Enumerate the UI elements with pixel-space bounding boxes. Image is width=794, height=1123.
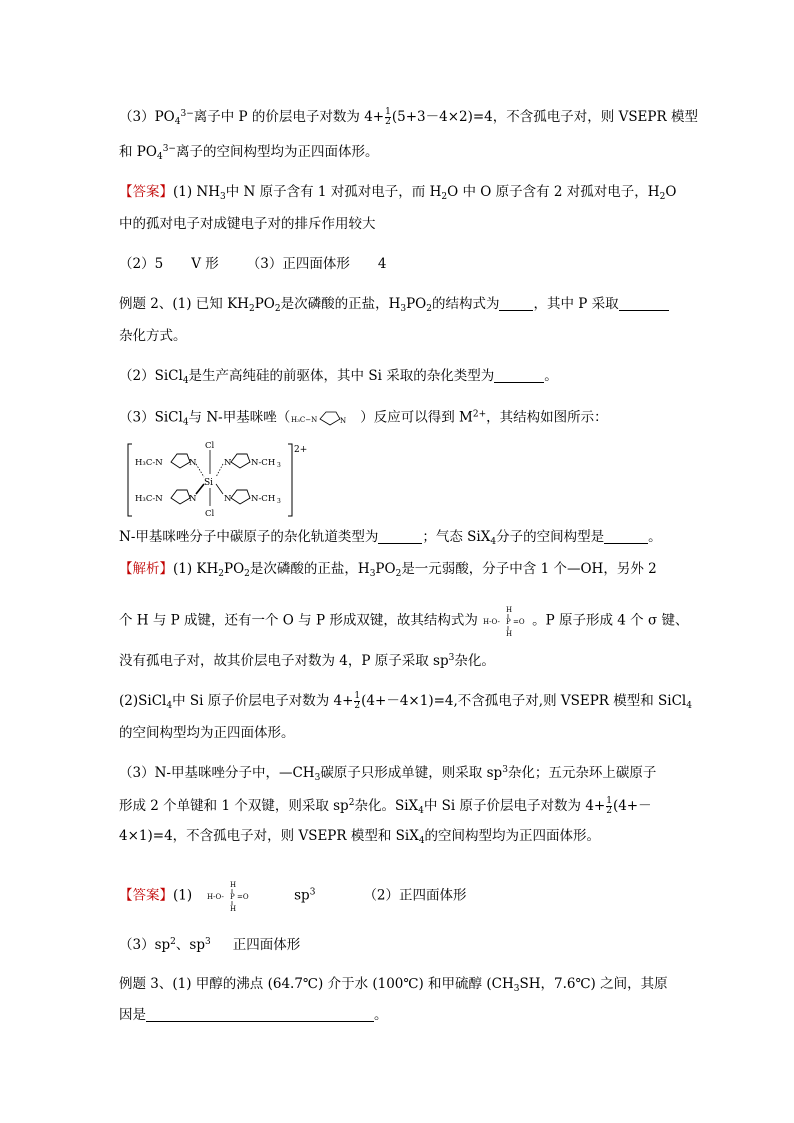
text-run: PO [406, 296, 427, 312]
text-line [119, 327, 187, 345]
subscript: 3 [220, 192, 226, 202]
chloride-label-bottom: Cl [205, 509, 215, 519]
text-run: ，其中 P 采取 [533, 296, 619, 312]
subscript: 3 [400, 304, 407, 314]
text-run: （2）5 [119, 256, 164, 272]
answer-blank [378, 529, 422, 544]
subscript: 2 [244, 569, 250, 579]
subscript: 3 [513, 984, 520, 994]
text-run: 碳原子只形成单键，则采取 sp [320, 765, 503, 781]
text-run: 例题 2、(1) 已知 KH [119, 296, 249, 312]
supscript: 3 [309, 887, 316, 898]
text-run: ）反应可以得到 M [360, 409, 473, 426]
text-run: (1) KH [173, 561, 219, 577]
svg-text:H: H [506, 606, 513, 614]
text-run: （2）正四面体形 [363, 887, 467, 904]
svg-text:N: N [224, 494, 232, 504]
text-run: 杂化。SiX [354, 798, 419, 814]
text-run: 4 [377, 256, 387, 272]
subscript: 2 [659, 192, 666, 202]
subscript: 2 [248, 304, 255, 314]
text-run: sp [294, 887, 310, 904]
svg-text:H-O-: H-O- [207, 893, 224, 901]
chloride-label-top: Cl [205, 441, 215, 451]
imidazole-ring-top-left [135, 454, 197, 468]
svg-text:N: N [224, 458, 232, 468]
text-run: 中 N 原子含有 1 对孤对电子，而 H [225, 184, 442, 200]
text-run: 没有孤电子对，故其价层电子对数为 4，P 原子采取 sp [119, 653, 449, 669]
subscript: 4 [174, 117, 181, 127]
svg-text:N: N [340, 417, 347, 425]
subscript: 2 [441, 192, 448, 202]
supscript: 3− [180, 109, 194, 119]
text-run: 、sp [175, 937, 205, 953]
text-run: 例题 3、(1) 甲醇的沸点 (64.7℃) 介于水 (100℃) 和甲硫醇 (CH [119, 976, 514, 992]
text-run: 中 Si 原子价层电子对数为 4+ [172, 693, 354, 709]
ligand-structure [290, 408, 360, 428]
subscript: 3 [314, 773, 321, 783]
text-line [119, 797, 652, 816]
ligand-label: H₃C-N [135, 494, 163, 504]
text-run: ；气态 SiX [422, 529, 491, 545]
text-run: 中 Si 原子价层电子对数为 4+ [423, 798, 606, 814]
fraction: $\frac{1}{2}$ [385, 107, 391, 127]
answer-blank [604, 529, 648, 544]
silicon-label: Si [204, 478, 214, 488]
supscript: 3 [448, 653, 455, 663]
text-run: 的空间构型均为正四面体形。 [424, 828, 601, 844]
text-line [119, 764, 656, 782]
text-line [119, 652, 495, 670]
text-run: O [665, 184, 677, 200]
subscript: 4 [418, 806, 424, 816]
text-run: V 形 [191, 256, 219, 272]
text-run: 因是 [119, 1007, 146, 1023]
text-run: (2)SiCl [119, 693, 167, 709]
svg-text:P: P [230, 893, 235, 901]
subscript: 2 [274, 304, 281, 314]
fraction: $\frac{1}{2}$ [354, 691, 361, 711]
svg-text:H: H [506, 630, 513, 638]
svg-text:3: 3 [277, 462, 281, 469]
text-line [119, 880, 467, 912]
text-line [119, 183, 676, 201]
structure-formula [206, 880, 256, 912]
text-run: 离子的空间构型均为正四面体形。 [175, 144, 379, 160]
text-run: 中的孤对电子对成键电子对的排斥作用较大 [119, 216, 376, 232]
text-line [119, 108, 698, 127]
text-line [119, 560, 657, 578]
svg-text:P: P [506, 618, 511, 626]
text-run: 的结构式为 [431, 296, 500, 312]
text-run: N-甲基咪唑分子中碳原子的杂化轨道类型为 [119, 529, 379, 545]
text-run: 是次磷酸的正盐，H [249, 561, 370, 577]
imidazole-ring-top-right [224, 454, 281, 469]
fraction: $\frac{1}{2}$ [606, 796, 612, 816]
svg-text:H: H [230, 905, 237, 913]
text-line [119, 724, 295, 742]
text-line [119, 827, 600, 845]
structure-formula [482, 605, 532, 637]
text-run: 是生产高纯硅的前驱体，其中 Si 采取的杂化类型为 [188, 368, 495, 384]
subscript: 4 [418, 836, 425, 846]
text-run: O 中 O 原子含有 2 对孤对电子，H [447, 184, 660, 200]
text-line [119, 295, 669, 313]
text-line [119, 367, 558, 385]
text-run: PO [254, 296, 275, 312]
supscript: 3 [502, 765, 508, 775]
text-run: （3）N-甲基咪唑分子中，—CH [119, 765, 315, 781]
right-bracket [288, 444, 292, 516]
section-label: 【答案】 [119, 887, 173, 904]
n-methylimidazole-structure [290, 408, 360, 428]
text-line [119, 143, 378, 161]
ligand-label: N-CH [251, 494, 276, 504]
subscript: 4 [182, 376, 189, 386]
text-run: (4+－ [612, 798, 652, 814]
text-run: （3）SiCl [119, 409, 183, 426]
answer-blank [494, 368, 544, 383]
text-run: （3）PO [119, 109, 175, 125]
svg-text:N: N [189, 494, 197, 504]
svg-text:H₃C−N: H₃C−N [291, 416, 318, 424]
text-run: 和 PO [119, 144, 157, 160]
subscript: 2 [395, 569, 402, 579]
text-run: (1) NH [173, 184, 220, 200]
text-run: （2）SiCl [119, 368, 183, 384]
svg-text:H-O-: H-O- [483, 618, 500, 626]
section-label: 【答案】 [119, 184, 173, 200]
text-run: (5+3－4×2)=4，不含孤电子对，则 VSEPR 模型 [391, 109, 698, 125]
complex-charge: 2+ [294, 445, 308, 455]
section-label: 【解析】 [119, 561, 173, 577]
text-run: 是次磷酸的正盐，H [280, 296, 401, 312]
imidazole-ring-bottom-right [224, 490, 281, 505]
text-run: 的空间构型均为正四面体形。 [119, 725, 295, 741]
svg-text:H: H [230, 881, 237, 889]
supscript: 2 [170, 937, 176, 947]
text-line [119, 975, 668, 993]
text-run: 是一元弱酸，分子中含 1 个—OH，另外 2 [401, 561, 657, 577]
answer-blank [146, 1007, 374, 1022]
text-line [119, 255, 386, 273]
text-run: 。 [544, 368, 558, 384]
text-run: 杂化；五元杂环上碳原子 [507, 765, 657, 781]
subscript: 2 [218, 569, 225, 579]
subscript: 4 [166, 701, 173, 711]
text-line [119, 692, 692, 711]
subscript: 4 [156, 152, 163, 162]
text-line [119, 215, 376, 233]
text-run: PO [375, 561, 396, 577]
left-bracket [128, 444, 132, 516]
answer-blank [499, 296, 533, 311]
subscript: 4 [182, 417, 189, 428]
text-run: 杂化。 [454, 653, 495, 669]
answer-blank [619, 296, 669, 311]
subscript: 4 [490, 537, 497, 547]
text-line [119, 605, 689, 637]
sicl4-methylimidazole-complex-structure [127, 440, 308, 520]
text-run: 。 [374, 1007, 388, 1023]
text-run: 形成 2 个单键和 1 个双键，则采取 sp [119, 798, 349, 814]
text-run: (1) [173, 887, 193, 904]
ligand-label: H₃C-N [135, 458, 163, 468]
subscript: 2 [426, 304, 432, 314]
h3po2-structural-formula [482, 605, 532, 637]
text-run: 正四面体形 [232, 937, 301, 953]
text-run: 4×1)=4，不含孤电子对，则 VSEPR 模型和 SiX [119, 828, 419, 844]
text-run: 个 H 与 P 成键，还有一个 O 与 P 形成双键，故其结构式为 [119, 612, 483, 629]
text-run: 。P 原子形成 4 个 σ 键、 [532, 612, 689, 629]
supscript: 3− [162, 144, 176, 154]
svg-text:N: N [189, 458, 197, 468]
text-run: 离子中 P 的价层电子对数为 4+ [193, 109, 385, 125]
text-run: 与 N-甲基咪唑（ [188, 409, 291, 426]
text-line [119, 408, 608, 428]
text-run: PO [224, 561, 245, 577]
text-run: 杂化方式。 [119, 328, 187, 344]
supscript: 2+ [472, 409, 487, 420]
h3po2-structural-formula [206, 880, 256, 912]
text-run: (4+－4×1)=4,不含孤电子对,则 VSEPR 模型和 SiCl [361, 693, 687, 709]
text-run: SH，7.6℃) 之间，其原 [519, 976, 668, 992]
svg-text:=O: =O [237, 893, 249, 901]
text-line [119, 528, 662, 546]
text-run: 。 [648, 529, 662, 545]
text-run: 分子的空间构型是 [496, 529, 605, 545]
supscript: 2 [348, 798, 355, 808]
text-run: （3）正四面体形 [246, 256, 350, 272]
subscript: 4 [686, 701, 692, 711]
text-run: ，其结构如图所示： [486, 409, 608, 426]
text-line [119, 936, 300, 954]
ligand-label: N-CH [251, 458, 276, 468]
svg-text:3: 3 [277, 498, 281, 505]
supscript: 3 [204, 937, 211, 947]
text-line [119, 1006, 388, 1024]
imidazole-ring-bottom-left [135, 490, 197, 504]
svg-text:=O: =O [513, 618, 525, 626]
text-run: （3）sp [119, 937, 171, 953]
subscript: 3 [369, 569, 376, 579]
